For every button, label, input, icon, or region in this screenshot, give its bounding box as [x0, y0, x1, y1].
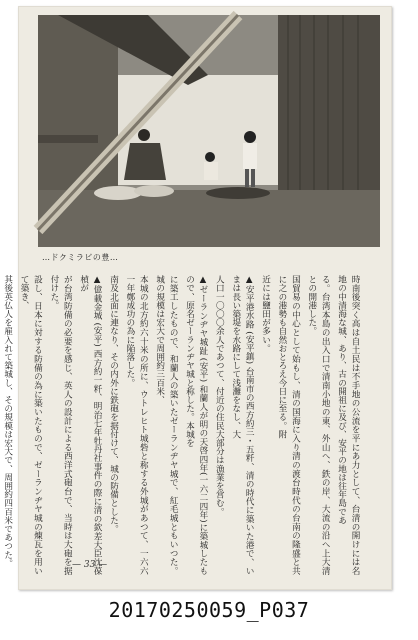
paragraph: ▲安平港水路 (安平鎮) 台南市の西方約三・五粁、清の時代に築いた港で、いまは長い築堤を水路にして浅灘をなし、大 [230, 275, 255, 575]
paragraph: 本城の北方約六十米の所に、ウトレヒト城砦と称する外城があつて、一六六一年鄭成功の為に陥落した。 [124, 275, 149, 575]
paragraph: 時南後突く高は自土民は不手地の公流を平にあ力として、台清の開けには名地の中清海な城、あり、古の開祖に及び、安平の地は往年島であ [336, 275, 360, 575]
paragraph: る。台湾本島の出入口で清南小地の東、外山へ、鉄の岸、大流の沿へ上大清との開港した。 [306, 275, 331, 575]
scanned-page [2, 6, 392, 590]
paragraph: 人口一〇〇〇余人であつて、付近の住民大部分は漁業を営む。 [214, 275, 225, 516]
photo-caption: …ドクミラビの豊… [42, 253, 119, 262]
paragraph: 其後英仏人を雇入れて築城し、その規模は宏大で、周囲約四百米であつた。 [2, 275, 13, 568]
article-body [2, 275, 361, 575]
photo-scene [38, 15, 380, 247]
photograph [38, 15, 380, 247]
paragraph: 設し、日本に対する防備の為に築いたもので、ゼーランヂヤ城の煉瓦を用いて築き、 [19, 275, 43, 575]
catalog-id-label: 20170250059_P037 [108, 598, 310, 622]
paragraph: ▲億載金城 (安平) 西方約一粁、明治七年牡丹社事件の際に清の欽差大臣沈葆楨が [78, 275, 103, 575]
paragraph: ▲ゼーランヂヤ城趾 (安平) 和蘭人が明の天啓四年(一六二四年)に築城したもので、原名ゼーランヂヤ城と称した。本城を [184, 275, 208, 575]
paragraph: 近には鹽田が多い。 [260, 275, 271, 353]
paragraph: に築工したもので、和蘭人の築いたゼーランヂヤ城で、紅毛城ともいつた。城の規模は宏大で周囲約三百米、 [154, 275, 179, 575]
paragraph: が台湾防備の必要を感じ、英人の設計による西洋式砲台で、当時は大砲を据付けた。 [48, 275, 73, 575]
paragraph: 国貿易の中心として始もし、清の国海に入り清の渡台時代の台南の隆盛と共に之の港勢も自然おとろえ今日に至る。附 [276, 275, 301, 575]
page-number: — 33 — [72, 560, 108, 570]
paragraph: 南及北面に連なり、その内外に鉄砲を据付けて、城の防備とした。 [108, 275, 119, 533]
